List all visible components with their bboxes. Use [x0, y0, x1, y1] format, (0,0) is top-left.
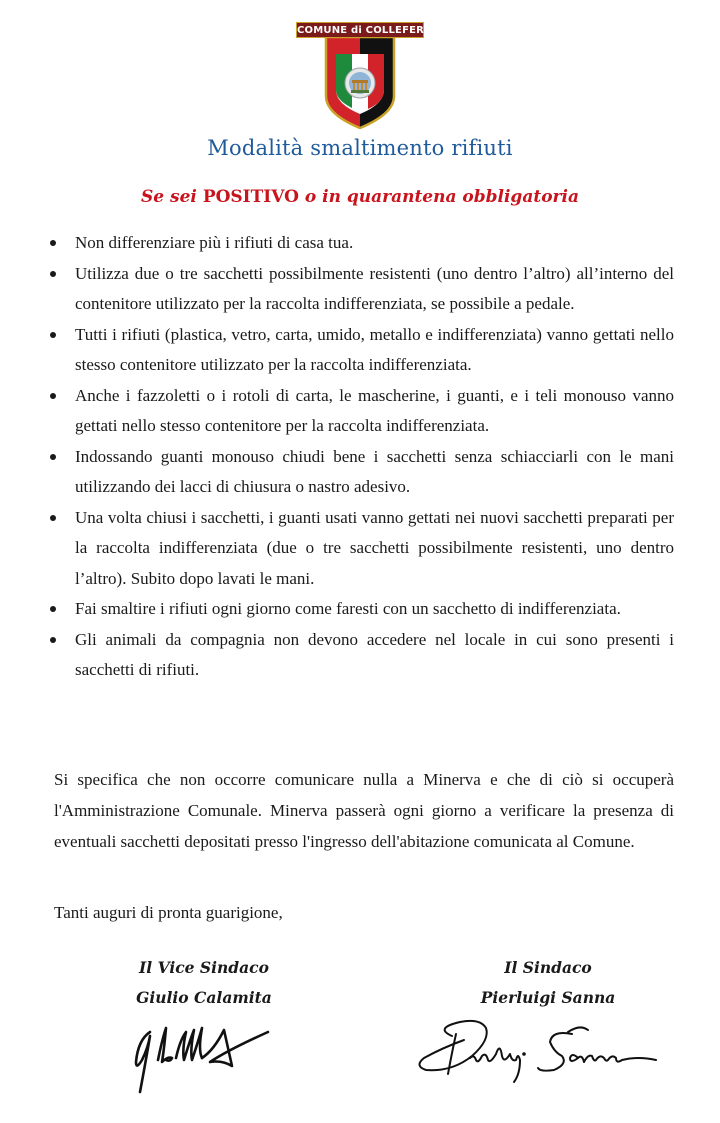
subtitle-emphasis: POSITIVO [202, 187, 299, 207]
coat-of-arms-logo [322, 34, 398, 130]
bullet-icon [50, 637, 56, 643]
list-item-text: Indossando guanti monouso chiudi bene i sacchetti senza schiacciarli con le mani utilizzando dei lacci di chiusura o nastro adesivo. [75, 446, 674, 496]
bullet-icon [50, 271, 56, 277]
list-item [48, 503, 674, 595]
list-item [48, 259, 674, 320]
list-item [48, 381, 674, 442]
note-paragraph: Si specifica che non occorre comunicare nulla a Minerva e che di ciò si occuperà l'Amministrazione Comunale. Minerva passerà ogni giorno a verificare la presenza di eventuali sacchetti depositati presso l'ingresso dell'abitazione comunicata al Comune. [54, 770, 674, 851]
signatory-role: Il Vice Sindaco [139, 958, 269, 977]
list-item [48, 625, 674, 686]
subtitle-prefix: Se sei [141, 187, 203, 207]
signatory-name: Giulio Calamita [136, 988, 272, 1007]
list-item [48, 442, 674, 503]
list-item-text: Non differenziare più i rifiuti di casa tua. [75, 233, 354, 252]
logo-text: COMUNE di COLLEFERRO [296, 22, 424, 38]
list-item [48, 594, 674, 625]
list-item-text: Fai smaltire i rifiuti ogni giorno come faresti con un sacchetto di indifferenziata. [75, 599, 621, 618]
bullet-icon [50, 606, 56, 612]
bullet-icon [50, 454, 56, 460]
list-item-text: Utilizza due o tre sacchetti possibilmente resistenti (uno dentro l’altro) all’interno del contenitore utilizzato per la raccolta indifferenziata, se possibile a pedale. [75, 263, 674, 313]
list-item-text: Anche i fazzoletti o i rotoli di carta, le mascherine, i guanti, e i teli monouso vanno gettati nello stesso contenitore per la raccolta indifferenziata. [75, 385, 674, 435]
signatory-name: Pierluigi Sanna [480, 988, 616, 1007]
bullet-icon [50, 393, 56, 399]
bullet-icon [50, 515, 56, 521]
bullet-icon [50, 332, 56, 338]
page-title: Modalità smaltimento rifiuti [207, 136, 513, 160]
subtitle-suffix: o in quarantena obbligatoria [298, 187, 579, 207]
instructions-list [48, 228, 674, 686]
list-item [48, 320, 674, 381]
list-item-text: Gli animali da compagnia non devono accedere nel locale in cui sono presenti i sacchetti di rifiuti. [75, 629, 674, 679]
list-item-text: Tutti i rifiuti (plastica, vetro, carta, umido, metallo e indifferenziata) vanno gettati nello stesso contenitore utilizzato per la raccolta indifferenziata. [75, 324, 674, 374]
page-subtitle [0, 187, 720, 207]
bullet-icon [50, 240, 56, 246]
signature-vice-mayor [128, 1010, 278, 1095]
coat-of-arms [296, 22, 441, 130]
list-item [48, 228, 674, 259]
signature-mayor [412, 1012, 660, 1084]
signatory-mayor [418, 953, 678, 1013]
signatory-vice-mayor [74, 953, 334, 1013]
closing-line: Tanti auguri di pronta guarigione, [54, 903, 283, 922]
signatory-role: Il Sindaco [504, 958, 592, 977]
list-item-text: Una volta chiusi i sacchetti, i guanti usati vanno gettati nei nuovi sacchetti preparati per la raccolta indifferenziata (due o tre sacchetti possibilmente resistenti, uno dentro l’altro). Subito dopo lavati le mani. [75, 507, 674, 588]
